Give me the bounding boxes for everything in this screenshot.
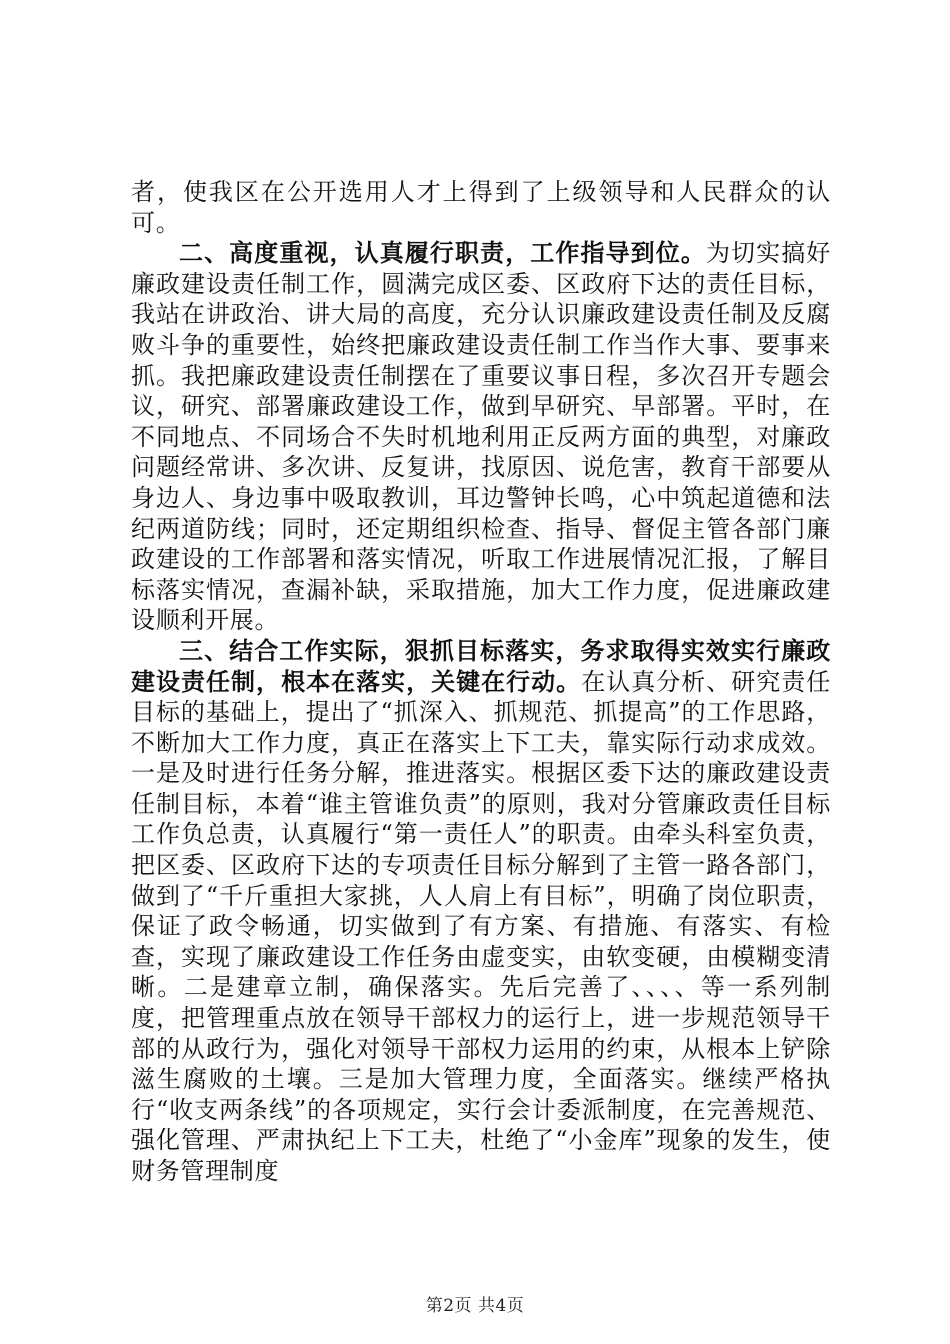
paragraph-section-3 bbox=[131, 636, 831, 1187]
document-body bbox=[131, 177, 831, 1187]
paragraph-continuation bbox=[131, 177, 831, 238]
paragraph-text: 为切实搞好廉政建设责任制工作，圆满完成区委、区政府下达的责任目标，我站在讲政治、讲大局的高度，充分认识廉政建设责任制及反腐败斗争的重要性，始终把廉政建设责任制工作当作大事、要事来抓。我把廉政建设责任制摆在了重要议事日程，多次召开专题会议，研究、部署廉政建设工作，做到早研究、早部署。平时，在不同地点、不同场合不失时机地利用正反两方面的典型，对廉政问题经常讲、多次讲、反复讲，找原因、说危害，教育干部要从身边人、身边事中吸取教训，耳边警钟长鸣，心中筑起道德和法纪两道防线；同时，还定期组织检查、指导、督促主管各部门廉政建设的工作部署和落实情况，听取工作进展情况汇报，了解目标落实情况，查漏补缺，采取措施，加大工作力度，促进廉政建设顺利开展。 bbox=[131, 239, 832, 635]
page-number-footer: 第2页 共4页 bbox=[425, 1296, 525, 1316]
section-heading: 二、高度重视，认真履行职责，工作指导到位。 bbox=[179, 238, 706, 268]
section-heading: 三、结合工作实际，狠抓目标落实，务求取得实效实行廉政建设责任制，根本在落实，关键在行动。 bbox=[131, 635, 831, 696]
paragraph-text: 者，使我区在公开选用人才上得到了上级领导和人民群众的认可。 bbox=[131, 178, 831, 237]
paragraph-text: 在认真分析、研究责任目标的基础上，提出了“抓深入、抓规范、抓提高”的工作思路，不断加大工作力度，真正在落实上下工夫，靠实际行动求成效。一是及时进行任务分解，推进落实。根据区委下达的廉政建设责任制目标，本着“谁主管谁负责”的原则，我对分管廉政责任目标工作负总责，认真履行“第一责任人”的职责。由牵头科室负责，把区委、区政府下达的专项责任目标分解到了主管一路各部门，做到了“千斤重担大家挑，人人肩上有目标”，明确了岗位职责，保证了政令畅通，切实做到了有方案、有措施、有落实、有检查，实现了廉政建设工作任务由虚变实，由软变硬，由模糊变清晰。二是建章立制，确保落实。先后完善了、、、、等一系列制度，把管理重点放在领导干部权力的运行上，进一步规范领导干部的从政行为，强化对领导干部权力运用的约束，从根本上铲除滋生腐败的土壤。三是加大管理力度，全面落实。继续严格执行“收支两条线”的各项规定，实行会计委派制度，在完善规范、强化管理、严肃执纪上下工夫，杜绝了“小金库”现象的发生，使财务管理制度 bbox=[131, 667, 831, 1185]
paragraph-section-2 bbox=[131, 238, 831, 636]
